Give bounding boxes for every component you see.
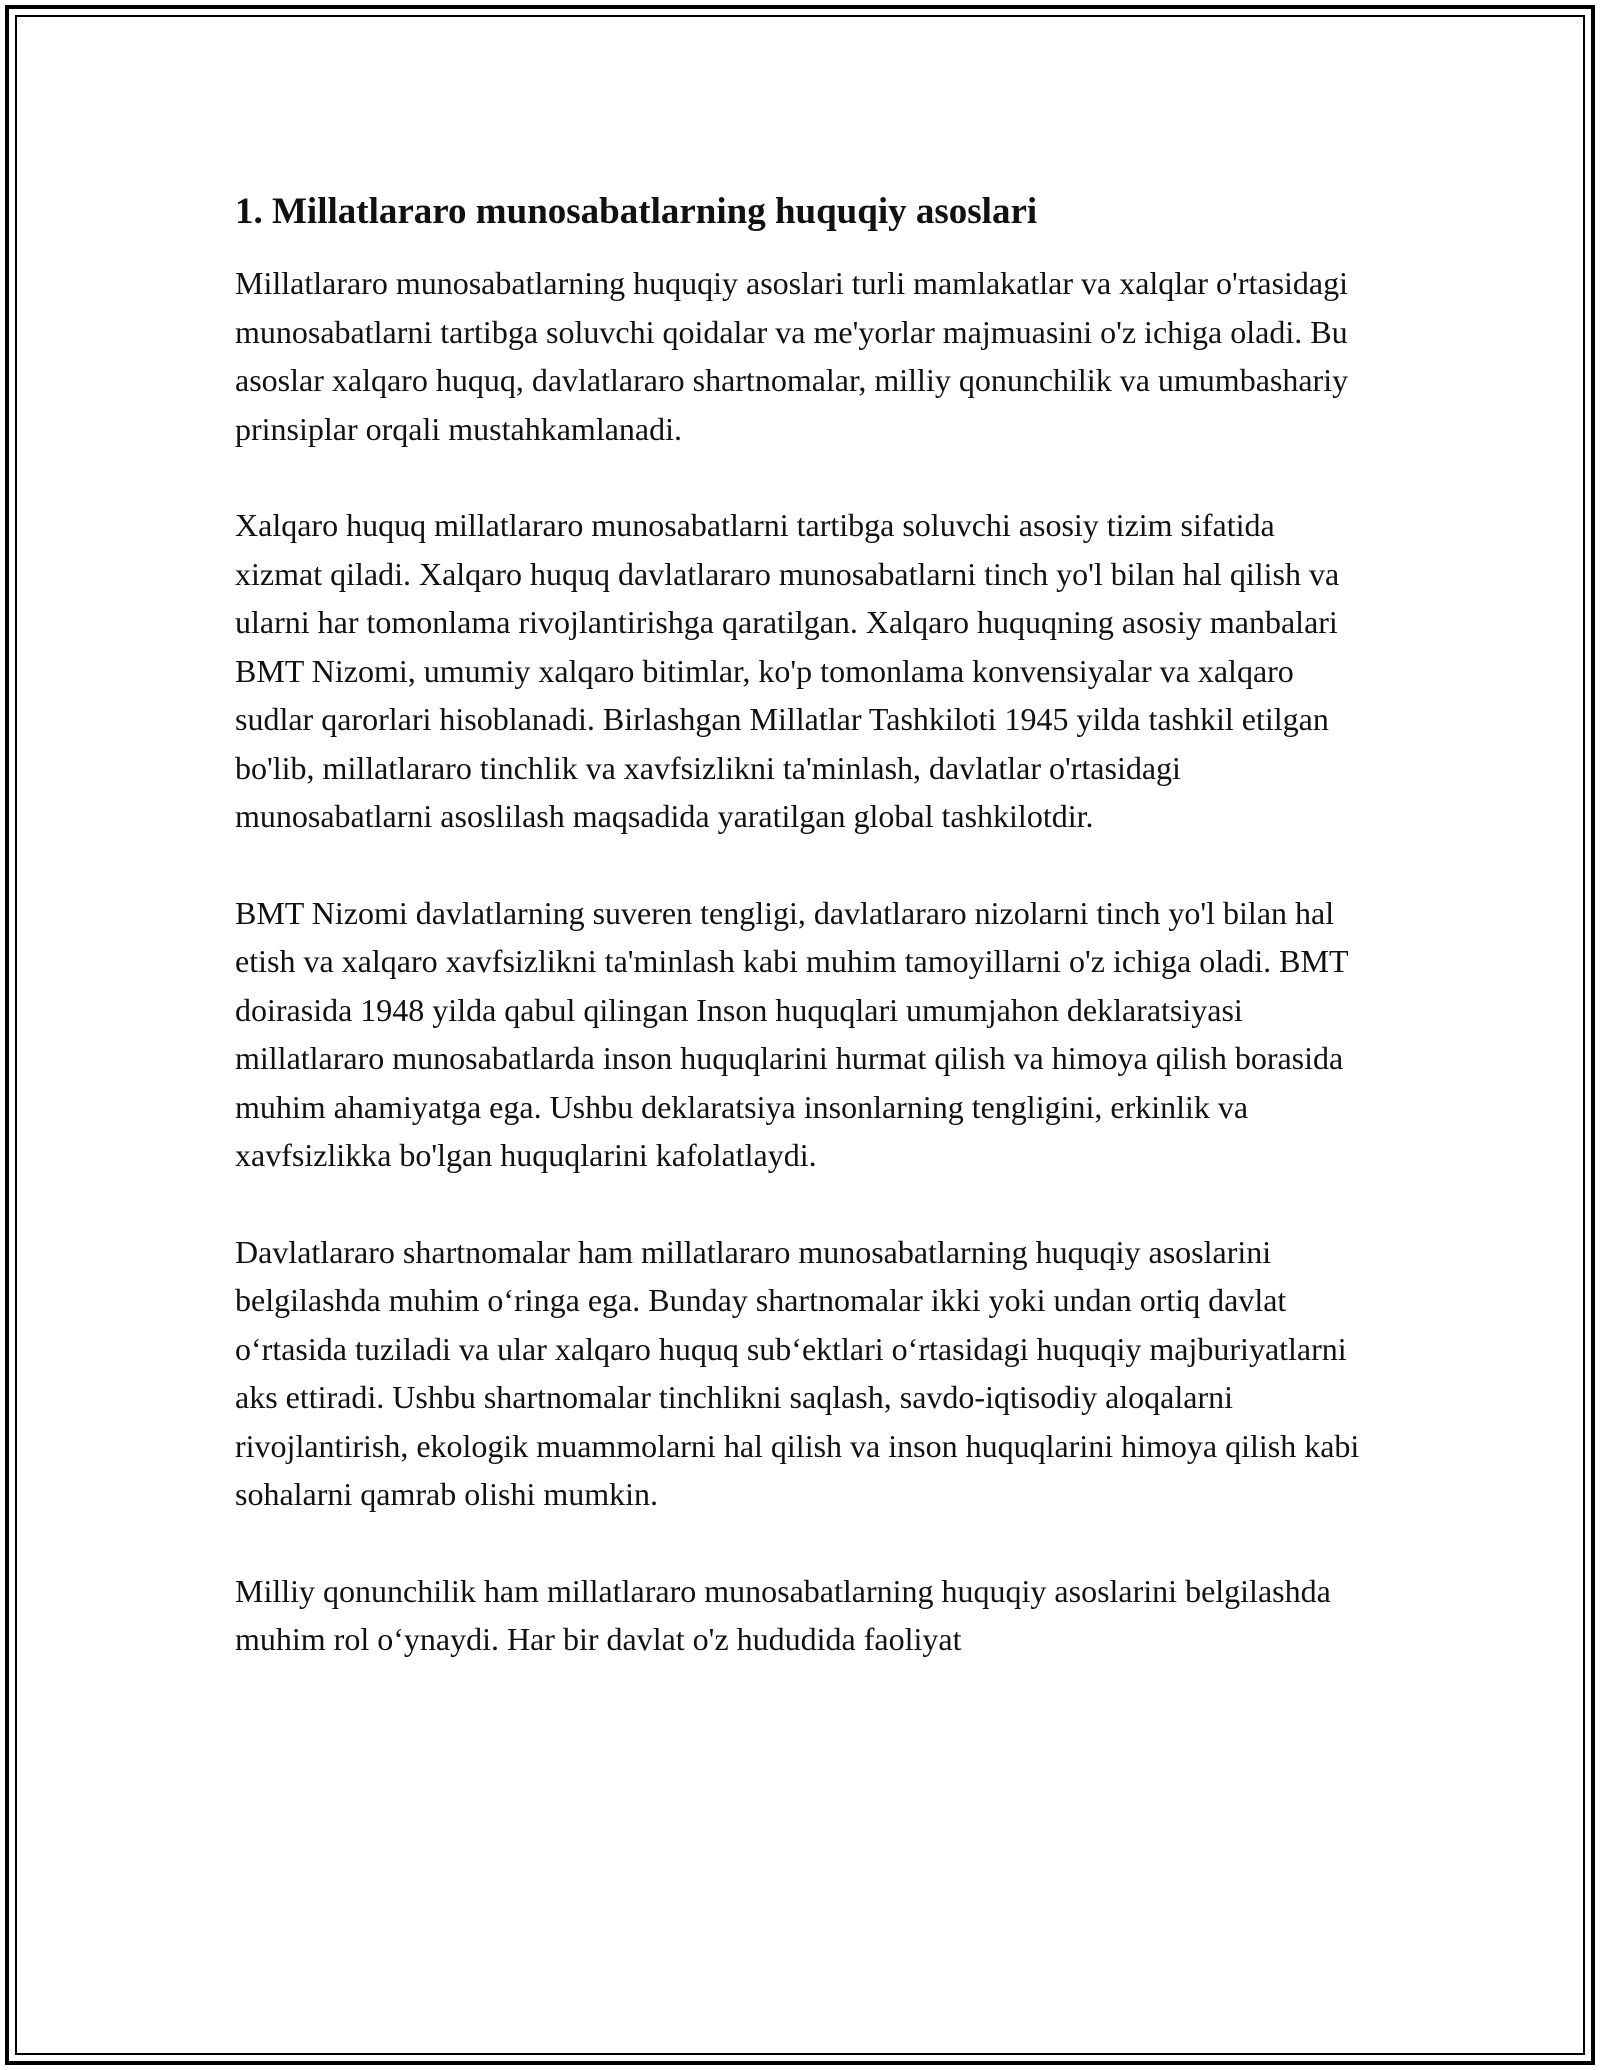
paragraph-2: Xalqaro huquq millatlararo munosabatlarni tartibga soluvchi asosiy tizim sifatida xizmat qiladi. Xalqaro huquq davlatlararo munosabatlarni tinch yo'l bilan hal qilish va ularni har tomonlama rivojlantirishga qaratilgan. Xalqaro huquqning asosiy manbalari BMT Nizomi, umumiy xalqaro bitimlar, ko'p tomonlama konvensiyalar va xalqaro sudlar qarorlari hisoblanadi. Birlashgan Millatlar Tashkiloti 1945 yilda tashkil etilgan bo'lib, millatlararo tinchlik va xavfsizlikni ta'minlash, davlatlar o'rtasidagi munosabatlarni asoslilash maqsadida yaratilgan global tashkilotdir.	[235, 507, 1340, 834]
section-heading: 1. Millatlararo munosabatlarning huquqiy asoslari	[235, 191, 1038, 232]
paragraph-5: Milliy qonunchilik ham millatlararo munosabatlarning huquqiy asoslarini belgilashda muhim rol o‘ynaydi. Har bir davlat o'z hududida faoliyat	[235, 1572, 1331, 1657]
paragraph-4: Davlatlararo shartnomalar ham millatlararo munosabatlarning huquqiy asoslarini belgilashda muhim o‘ringa ega. Bunday shartnomalar ikki yoki undan ortiq davlat o‘rtasida tuziladi va ular xalqaro huquq sub‘ektlari o‘rtasidagi huquqiy majburiyatlarni aks ettiradi. Ushbu shartnomalar tinchlikni saqlash, savdo-iqtisodiy aloqalarni rivojlantirish, ekologik muammolarni hal qilish va inson huquqlarini himoya qilish kabi sohalarni qamrab olishi mumkin.	[235, 1233, 1360, 1512]
paragraph-3: BMT Nizomi davlatlarning suveren tengligi, davlatlararo nizolarni tinch yo'l bilan hal etish va xalqaro xavfsizlikni ta'minlash kabi muhim tamoyillarni o'z ichiga oladi. BMT doirasida 1948 yilda qabul qilingan Inson huquqlari umumjahon deklaratsiyasi millatlararo munosabatlarda inson huquqlarini hurmat qilish va himoya qilish borasida muhim ahamiyatga ega. Ushbu deklaratsiya insonlarning tengligini, erkinlik va xavfsizlikka bo'lgan huquqlarini kafolatlaydi.	[235, 894, 1348, 1173]
paragraph-1: Millatlararo munosabatlarning huquqiy asoslari turli mamlakatlar va xalqlar o'rtasidagi munosabatlarni tartibga soluvchi qoidalar va me'yorlar majmuasini o'z ichiga oladi. Bu asoslar xalqaro huquq, davlatlararo shartnomalar, milliy qonunchilik va umumbashariy prinsiplar orqali mustahkamlanadi.	[235, 265, 1349, 447]
document-body	[235, 185, 1365, 1664]
